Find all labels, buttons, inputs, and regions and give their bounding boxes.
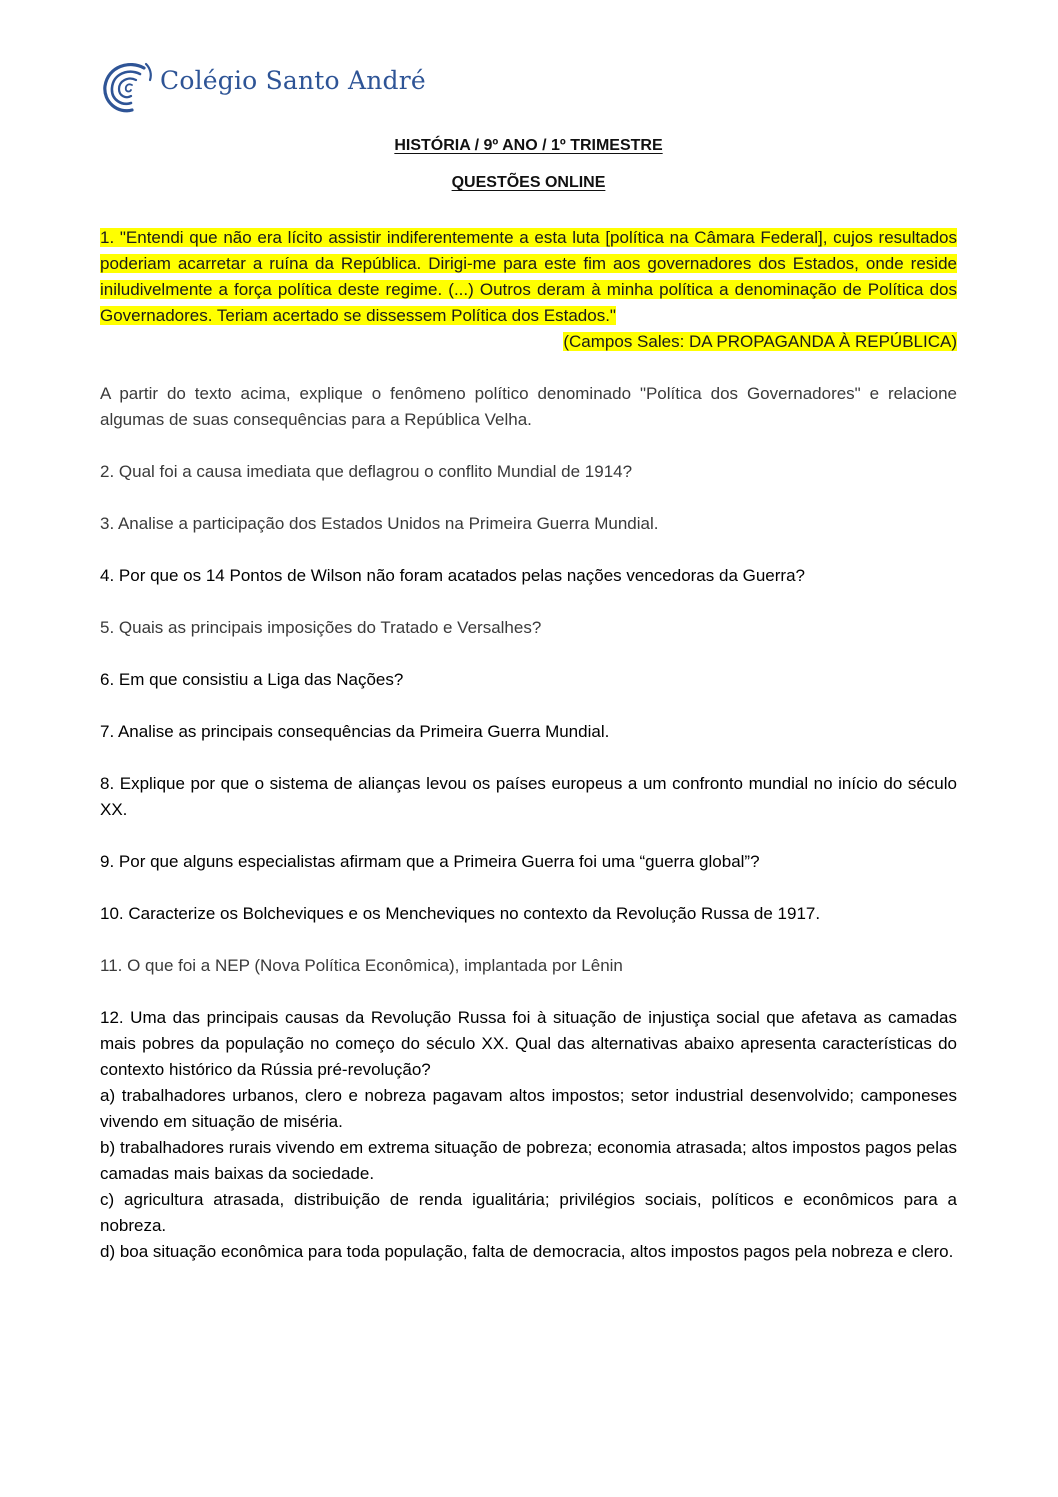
swirl-logo-icon [100, 58, 156, 118]
quote-source: (Campos Sales: DA PROPAGANDA À REPÚBLICA) [563, 332, 957, 351]
questions-list [100, 225, 957, 1265]
question-12: 12. Uma das principais causas da Revolução Russa foi à situação de injustiça social que afetava as camadas mais pobres da população no começo do século XX. Qual das alternativas abaixo apresenta características do contexto histórico da Rússia pré-revolução? [100, 1008, 957, 1079]
question-8: 8. Explique por que o sistema de alianças levou os países europeus a um confronto mundial no início do século XX. [100, 774, 957, 819]
question-2: 2. Qual foi a causa imediata que deflagrou o conflito Mundial de 1914? [100, 462, 633, 481]
question-12-option-a: a) trabalhadores urbanos, clero e nobreza pagavam altos impostos; setor industrial desenvolvido; camponeses vivendo em situação de miséria. [100, 1086, 957, 1131]
question-11: 11. O que foi a NEP (Nova Política Econômica), implantada por Lênin [100, 956, 623, 975]
question-6: 6. Em que consistiu a Liga das Nações? [100, 670, 404, 689]
question-12-option-b: b) trabalhadores rurais vivendo em extrema situação de pobreza; economia atrasada; altos impostos pagos pelas camadas mais baixas da sociedade. [100, 1138, 957, 1183]
question-10: 10. Caracterize os Bolcheviques e os Mencheviques no contexto da Revolução Russa de 1917. [100, 904, 821, 923]
question-12-option-d: d) boa situação econômica para toda população, falta de democracia, altos impostos pagos pela nobreza e clero. [100, 1242, 954, 1261]
question-4: 4. Por que os 14 Pontos de Wilson não foram acatados pelas nações vencedoras da Guerra? [100, 566, 805, 585]
question-9: 9. Por que alguns especialistas afirmam que a Primeira Guerra foi uma “guerra global”? [100, 852, 760, 871]
page-title: HISTÓRIA / 9º ANO / 1º TRIMESTRE [394, 137, 663, 154]
page-subtitle: QUESTÕES ONLINE [451, 174, 606, 191]
question-5: 5. Quais as principais imposições do Tratado e Versalhes? [100, 618, 542, 637]
question-1-prompt: A partir do texto acima, explique o fenômeno político denominado "Política dos Governadores" e relacione algumas de suas consequências para a República Velha. [100, 384, 957, 429]
highlighted-quote: 1. "Entendi que não era lícito assistir indiferentemente a esta luta [política na Câmara Federal], cujos resultados poderiam acarretar a ruína da República. Dirigi-me para este fim aos governadores dos Estados, onde reside iniludivelmente a força política deste regime. (...) Outros deram à minha política a denominação de Política dos Governadores. Teriam acertado se dissessem Política dos Estados." [100, 228, 957, 325]
question-7: 7. Analise as principais consequências da Primeira Guerra Mundial. [100, 722, 610, 741]
school-name: Colégio Santo André [160, 66, 426, 95]
school-logo [100, 58, 426, 118]
question-3: 3. Analise a participação dos Estados Unidos na Primeira Guerra Mundial. [100, 514, 659, 533]
question-1-quote [100, 225, 957, 329]
question-12-option-c: c) agricultura atrasada, distribuição de renda igualitária; privilégios sociais, políticos e econômicos para a nobreza. [100, 1190, 957, 1235]
